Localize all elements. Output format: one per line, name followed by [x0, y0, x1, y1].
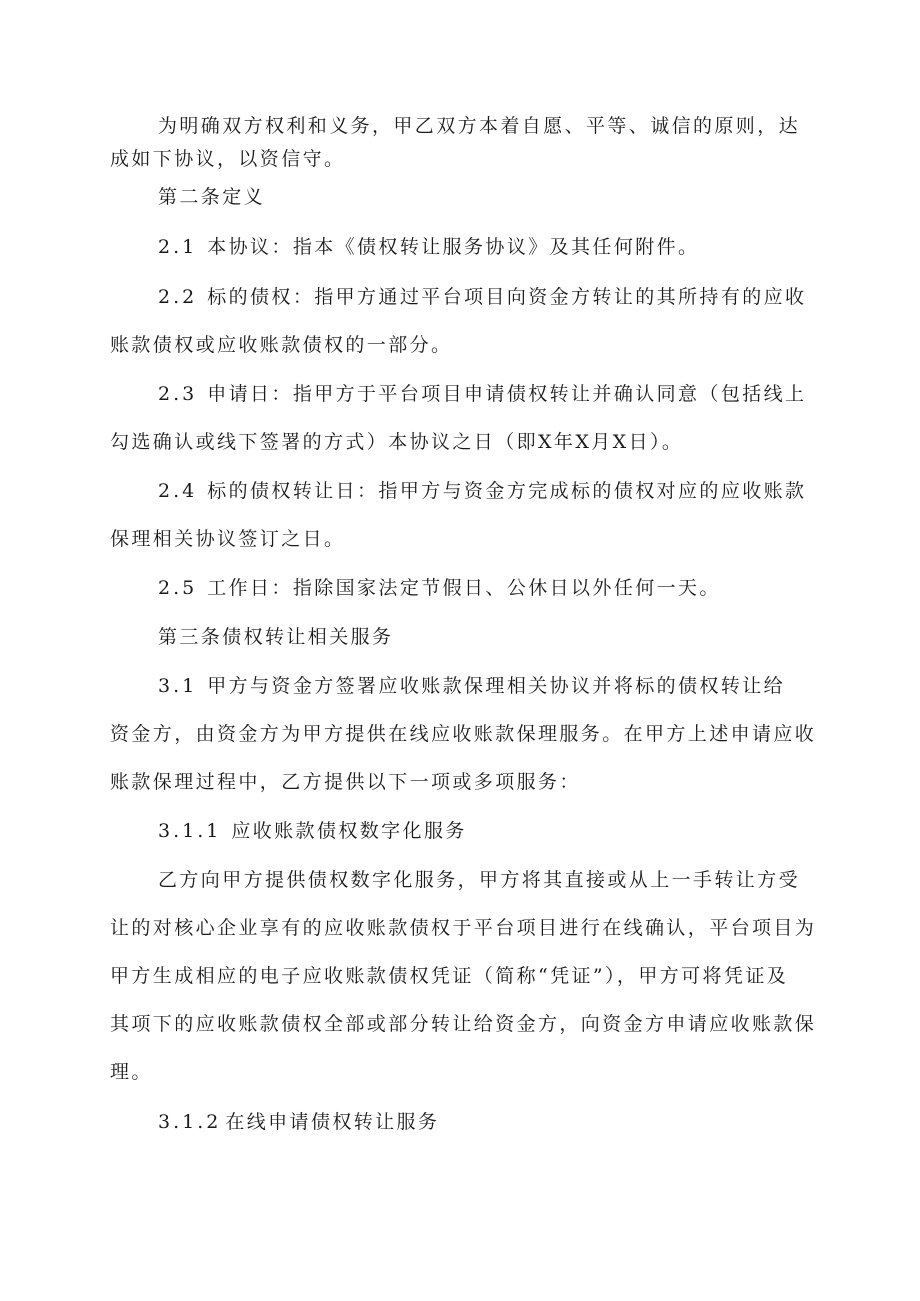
text-line: 其项下的应收账款债权全部或部分转让给资金方，向资金方申请应收账款保 [110, 1013, 817, 1035]
clause-3-1-2 [110, 1106, 815, 1139]
clause-2-3 [110, 378, 815, 459]
text-line [110, 378, 815, 411]
clause-number: 2.1 [158, 236, 198, 258]
text-line [110, 281, 815, 314]
text-line: 让的对核心企业享有的应收账款债权于平台项目进行在线确认，平台项目为 [110, 917, 817, 939]
text-line [110, 670, 815, 703]
intro-paragraph [110, 110, 815, 176]
text-line [110, 815, 815, 848]
text-line: 资金方，由资金方为甲方提供在线应收账款保理服务。在甲方上述申请应收 [110, 723, 817, 745]
clause-text: 申请日：指甲方于平台项目申请债权转让并确认同意（包括线上 [207, 383, 807, 405]
clause-2-2 [110, 281, 815, 362]
clause-2-5 [110, 572, 815, 605]
clause-text: 甲方与资金方签署应收账款保理相关协议并将标的债权转让给 [207, 675, 786, 697]
text-line [110, 475, 815, 508]
text-line: 保理相关协议签订之日。 [110, 528, 346, 550]
clause-number: 3.1.1 [158, 820, 222, 842]
clause-number: 3.1.2 [158, 1111, 222, 1133]
clause-3-1-1-body [110, 864, 815, 1089]
clause-text: 本协议：指本《债权转让服务协议》及其任何附件。 [207, 236, 700, 258]
clause-text: 标的债权转让日：指甲方与资金方完成标的债权对应的应收账款 [207, 480, 807, 502]
clause-number: 2.4 [158, 480, 198, 502]
text-line: 理。 [110, 1061, 153, 1083]
text-line [110, 231, 815, 264]
clause-text: 工作日：指除国家法定节假日、公休日以外任何一天。 [207, 577, 721, 599]
text-line [110, 572, 815, 605]
clause-number: 2.2 [158, 286, 198, 308]
text-line: 乙方向甲方提供债权数字化服务，甲方将其直接或从上一手转让方受 [158, 869, 801, 891]
clause-2-4 [110, 475, 815, 556]
clause-number: 2.5 [158, 577, 198, 599]
clause-text: 应收账款债权数字化服务 [231, 820, 467, 842]
text-line [110, 1106, 815, 1139]
clause-number: 3.1 [158, 675, 198, 697]
clause-3-1-1 [110, 815, 815, 848]
clause-number: 2.3 [158, 383, 198, 405]
article-3-heading: 第三条债权转让相关服务 [158, 626, 394, 648]
clause-text: 在线申请债权转让服务 [225, 1111, 440, 1133]
text-line: 甲方生成相应的电子应收账款债权凭证（简称“凭证”），甲方可将凭证及 [110, 965, 789, 987]
text-line: 账款保理过程中，乙方提供以下一项或多项服务： [110, 771, 581, 793]
text-line: 账款债权或应收账款债权的一部分。 [110, 334, 453, 356]
text-line: 为明确双方权利和义务，甲乙双方本着自愿、平等、诚信的原则，达 [158, 115, 801, 137]
article-2-heading: 第二条定义 [158, 186, 266, 208]
clause-3-1 [110, 670, 815, 799]
text-line: 勾选确认或线下签署的方式）本协议之日（即X年X月X日）。 [110, 431, 684, 453]
clause-2-1 [110, 231, 815, 264]
text-line: 成如下协议，以资信守。 [110, 148, 346, 170]
clause-text: 标的债权：指甲方通过平台项目向资金方转让的其所持有的应收 [207, 286, 807, 308]
